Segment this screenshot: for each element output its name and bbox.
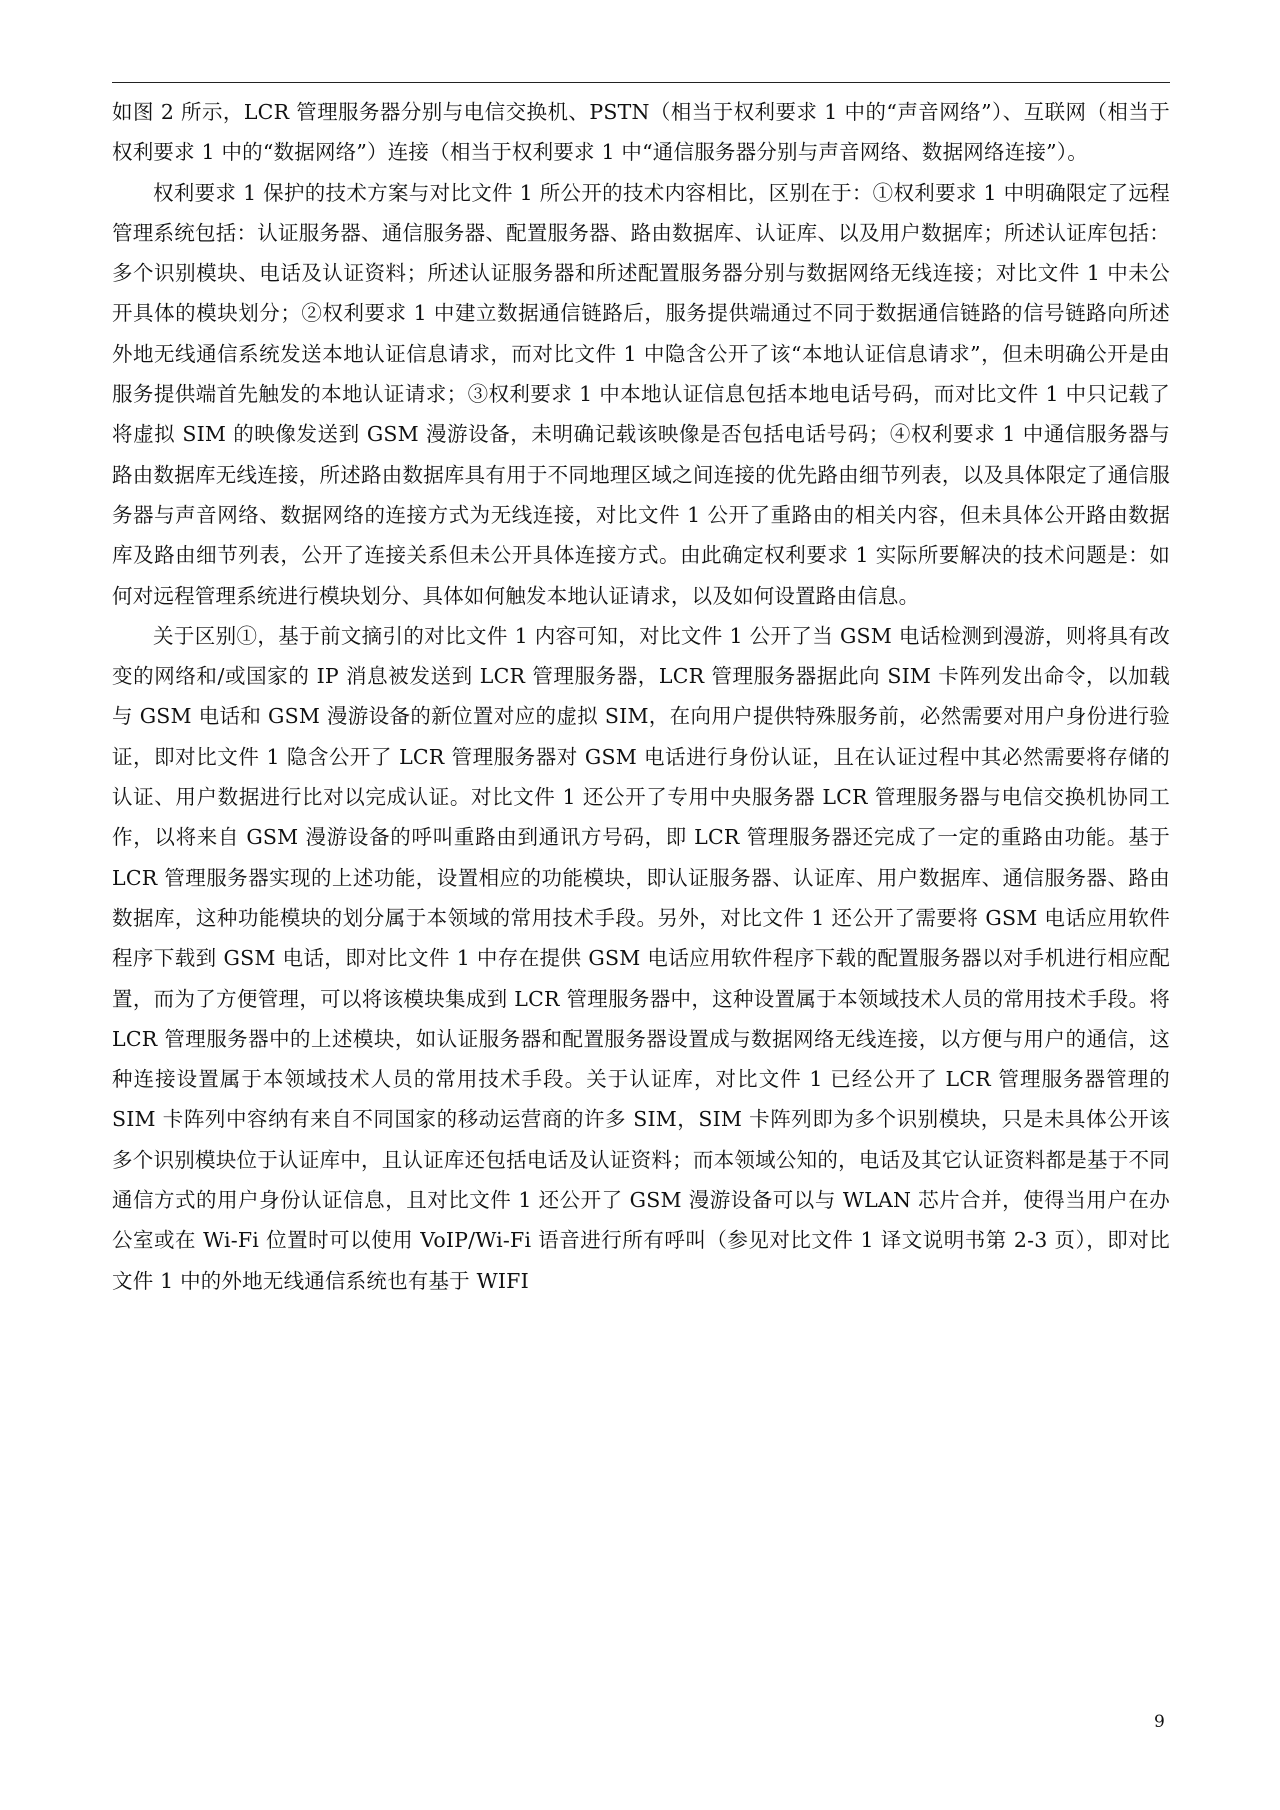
paragraph-2: 权利要求 1 保护的技术方案与对比文件 1 所公开的技术内容相比，区别在于：①权利要求 1 中明确限定了远程管理系统包括：认证服务器、通信服务器、配置服务器、路由数据库、认证库、以及用户数据库；所述认证库包括：多个识别模块、电话及认证资料；所述认证服务器和所述配置服务器分别与数据网络无线连接；对比文件 1 中未公开具体的模块划分；②权利要求 1 中建立数据通信链路后，服务提供端通过不同于数据通信链路的信号链路向所述外地无线通信系统发送本地认证信息请求，而对比文件 1 中隐含公开了该“本地认证信息请求”，但未明确公开是由服务提供端首先触发的本地认证请求；③权利要求 1 中本地认证信息包括本地电话号码，而对比文件 1 中只记载了将虚拟 SIM 的映像发送到 GSM 漫游设备，未明确记载该映像是否包括电话号码；④权利要求 1 中通信服务器与路由数据库无线连接，所述路由数据库具有用于不同地理区域之间连接的优先路由细节列表，以及具体限定了通信服务器与声音网络、数据网络的连接方式为无线连接，对比文件 1 公开了重路由的相关内容，但未具体公开路由数据库及路由细节列表，公开了连接关系但未公开具体连接方式。由此确定权利要求 1 实际所要解决的技术问题是：如何对远程管理系统进行模块划分、具体如何触发本地认证请求，以及如何设置路由信息。 <box>112 180 1170 608</box>
paragraph-1: 如图 2 所示，LCR 管理服务器分别与电信交换机、PSTN（相当于权利要求 1 中的“声音网络”）、互联网（相当于权利要求 1 中的“数据网络”）连接（相当于权利要求 1 中“通信服务器分别与声音网络、数据网络连接”）。 <box>112 100 1170 165</box>
paragraph-3: 关于区别①，基于前文摘引的对比文件 1 内容可知，对比文件 1 公开了当 GSM 电话检测到漫游，则将具有改变的网络和/或国家的 IP 消息被发送到 LCR 管理服务器，LCR 管理服务器据此向 SIM 卡阵列发出命令，以加载与 GSM 电话和 GSM 漫游设备的新位置对应的虚拟 SIM，在向用户提供特殊服务前，必然需要对用户身份进行验证，即对比文件 1 隐含公开了 LCR 管理服务器对 GSM 电话进行身份认证，且在认证过程中其必然需要将存储的认证、用户数据进行比对以完成认证。对比文件 1 还公开了专用中央服务器 LCR 管理服务器与电信交换机协同工作，以将来自 GSM 漫游设备的呼叫重路由到通讯方号码，即 LCR 管理服务器还完成了一定的重路由功能。基于 LCR 管理服务器实现的上述功能，设置相应的功能模块，即认证服务器、认证库、用户数据库、通信服务器、路由数据库，这种功能模块的划分属于本领域的常用技术手段。另外，对比文件 1 还公开了需要将 GSM 电话应用软件程序下载到 GSM 电话，即对比文件 1 中存在提供 GSM 电话应用软件程序下载的配置服务器以对手机进行相应配置，而为了方便管理，可以将该模块集成到 LCR 管理服务器中，这种设置属于本领域技术人员的常用技术手段。将 LCR 管理服务器中的上述模块，如认证服务器和配置服务器设置成与数据网络无线连接，以方便与用户的通信，这种连接设置属于本领域技术人员的常用技术手段。关于认证库，对比文件 1 已经公开了 LCR 管理服务器管理的 SIM 卡阵列中容纳有来自不同国家的移动运营商的许多 SIM，SIM 卡阵列即为多个识别模块，只是未具体公开该多个识别模块位于认证库中，且认证库还包括电话及认证资料；而本领域公知的，电话及其它认证资料都是基于不同通信方式的用户身份认证信息，且对比文件 1 还公开了 GSM 漫游设备可以与 WLAN 芯片合并，使得当用户在办公室或在 Wi-Fi 位置时可以使用 VoIP/Wi-Fi 语音进行所有呼叫（参见对比文件 1 译文说明书第 2-3 页），即对比文件 1 中的外地无线通信系统也有基于 WIFI <box>112 623 1170 1293</box>
page-number: 9 <box>1154 1712 1165 1732</box>
document-body <box>112 92 1170 1301</box>
header-rule <box>112 82 1170 83</box>
